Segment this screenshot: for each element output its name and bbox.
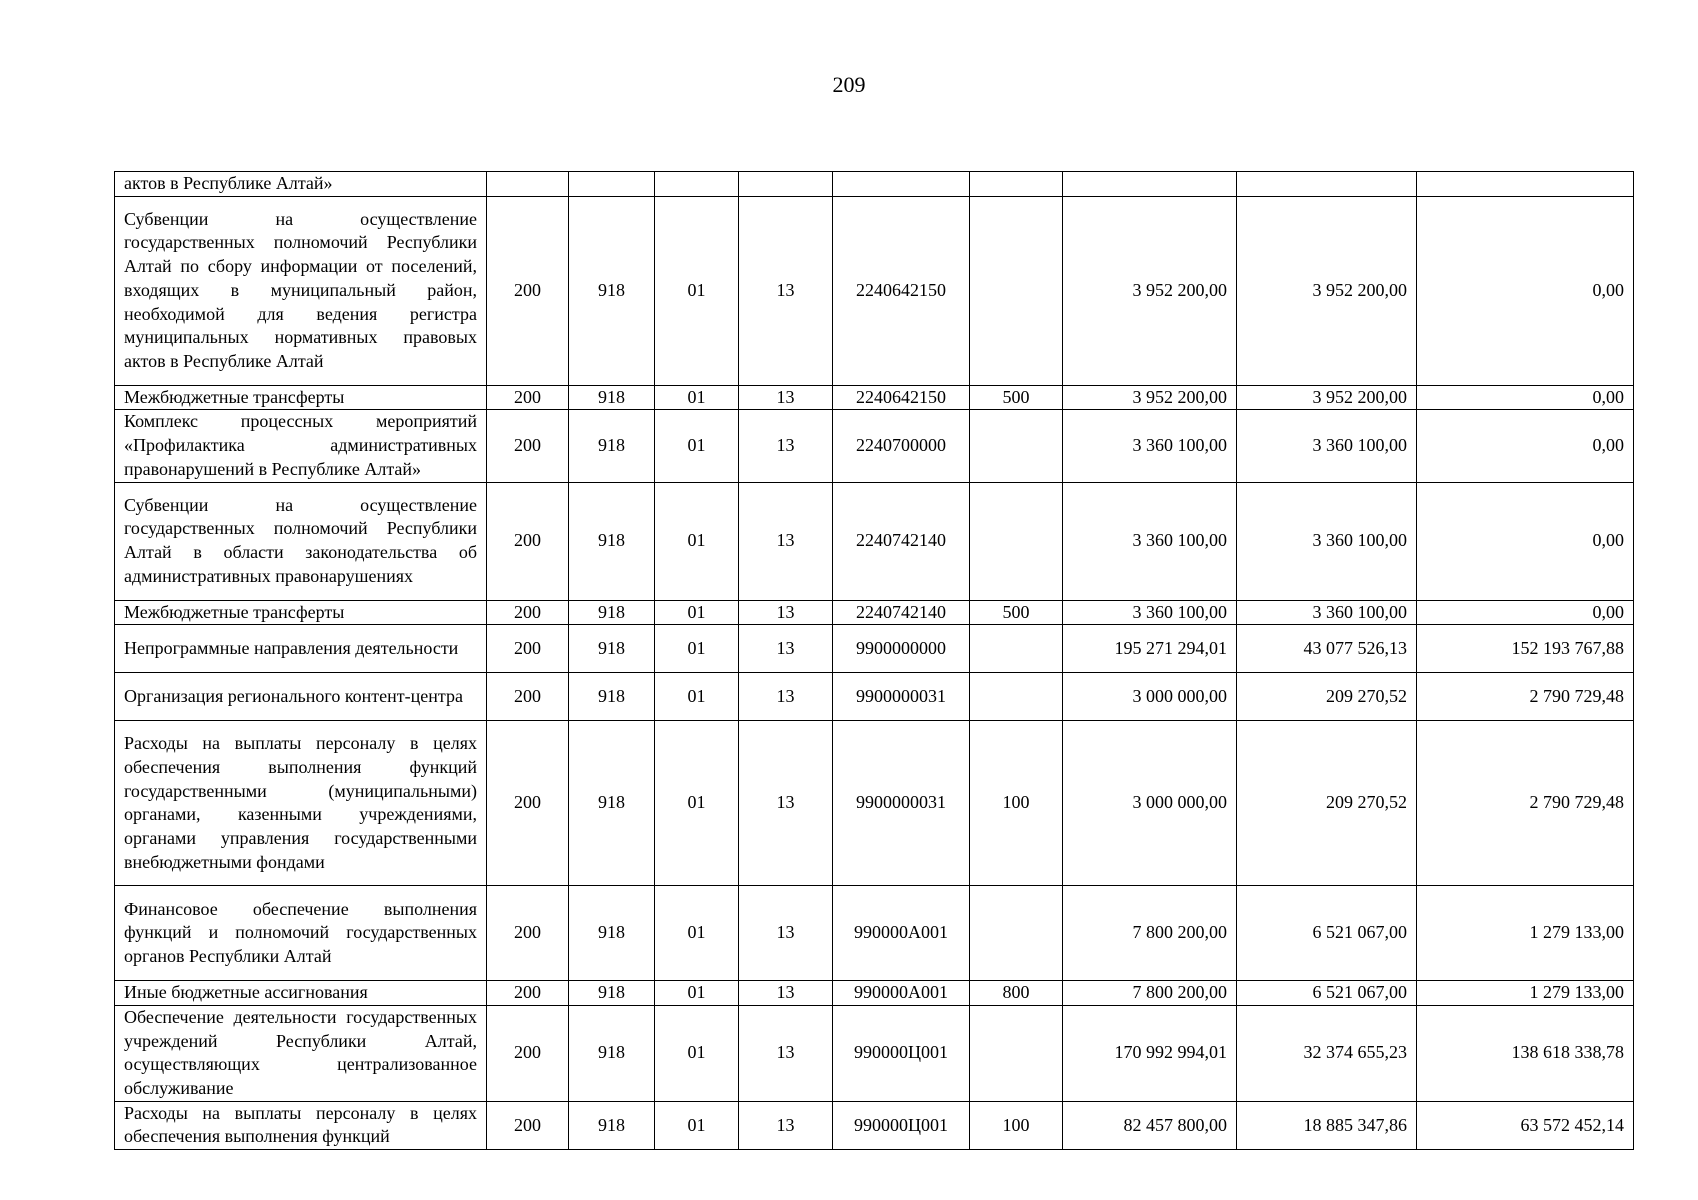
admin-code-cell: 200 [487, 410, 569, 482]
expense-type-cell [970, 172, 1063, 197]
ministry-code-cell: 918 [569, 600, 655, 625]
page-number: 209 [832, 72, 866, 97]
target-article-cell: 2240742140 [833, 482, 970, 600]
expense-type-cell [970, 1005, 1063, 1101]
amount-cell: 0,00 [1417, 482, 1634, 600]
amount-cell: 82 457 800,00 [1063, 1101, 1237, 1149]
amount-cell: 3 000 000,00 [1063, 673, 1237, 721]
section-cell: 01 [655, 482, 739, 600]
section-cell: 01 [655, 981, 739, 1006]
row-description: Иные бюджетные ассигнования [115, 981, 487, 1006]
ministry-code-cell: 918 [569, 196, 655, 385]
ministry-code-cell: 918 [569, 1005, 655, 1101]
expense-type-cell: 100 [970, 721, 1063, 886]
target-article-cell: 2240742140 [833, 600, 970, 625]
row-description: актов в Республике Алтай» [115, 172, 487, 197]
table-row [115, 482, 1634, 600]
expense-type-cell [970, 196, 1063, 385]
target-article-cell: 2240642150 [833, 196, 970, 385]
budget-table [114, 171, 1634, 1150]
amount-cell: 209 270,52 [1237, 673, 1417, 721]
amount-cell: 195 271 294,01 [1063, 625, 1237, 673]
row-description: Субвенции на осуществление государственных полномочий Республики Алтай в области законодательства об административных правонарушениях [115, 482, 487, 600]
admin-code-cell: 200 [487, 721, 569, 886]
expense-type-cell [970, 673, 1063, 721]
amount-cell: 3 952 200,00 [1063, 196, 1237, 385]
amount-cell: 3 360 100,00 [1063, 410, 1237, 482]
target-article-cell: 9900000031 [833, 721, 970, 886]
target-article-cell: 990000А001 [833, 886, 970, 981]
row-description: Обеспечение деятельности государственных учреждений Республики Алтай, осуществляющих централизованное обслуживание [115, 1005, 487, 1101]
section-cell: 01 [655, 886, 739, 981]
row-description: Расходы на выплаты персоналу в целях обеспечения выполнения функций государственными (муниципальными) органами, казенными учреждениями, органами управления государственными внебюджетными фондами [115, 721, 487, 886]
amount-cell: 3 360 100,00 [1237, 482, 1417, 600]
admin-code-cell: 200 [487, 1101, 569, 1149]
table-row [115, 1005, 1634, 1101]
amount-cell: 3 360 100,00 [1063, 600, 1237, 625]
amount-cell: 7 800 200,00 [1063, 886, 1237, 981]
target-article-cell [833, 172, 970, 197]
row-description: Межбюджетные трансферты [115, 385, 487, 410]
amount-cell [1417, 172, 1634, 197]
target-article-cell: 2240642150 [833, 385, 970, 410]
target-article-cell: 9900000031 [833, 673, 970, 721]
ministry-code-cell: 918 [569, 721, 655, 886]
ministry-code-cell: 918 [569, 886, 655, 981]
amount-cell: 6 521 067,00 [1237, 886, 1417, 981]
section-cell: 01 [655, 1005, 739, 1101]
amount-cell: 0,00 [1417, 385, 1634, 410]
amount-cell: 152 193 767,88 [1417, 625, 1634, 673]
amount-cell: 18 885 347,86 [1237, 1101, 1417, 1149]
amount-cell: 63 572 452,14 [1417, 1101, 1634, 1149]
amount-cell: 0,00 [1417, 196, 1634, 385]
table-row [115, 600, 1634, 625]
amount-cell: 3 952 200,00 [1063, 385, 1237, 410]
subsection-cell: 13 [739, 1005, 833, 1101]
amount-cell [1237, 172, 1417, 197]
amount-cell: 43 077 526,13 [1237, 625, 1417, 673]
section-cell: 01 [655, 1101, 739, 1149]
section-cell: 01 [655, 410, 739, 482]
amount-cell: 3 360 100,00 [1237, 410, 1417, 482]
admin-code-cell: 200 [487, 482, 569, 600]
ministry-code-cell: 918 [569, 673, 655, 721]
target-article-cell: 9900000000 [833, 625, 970, 673]
amount-cell: 3 360 100,00 [1237, 600, 1417, 625]
amount-cell: 2 790 729,48 [1417, 721, 1634, 886]
amount-cell: 2 790 729,48 [1417, 673, 1634, 721]
amount-cell: 3 000 000,00 [1063, 721, 1237, 886]
admin-code-cell: 200 [487, 673, 569, 721]
section-cell: 01 [655, 600, 739, 625]
amount-cell: 138 618 338,78 [1417, 1005, 1634, 1101]
amount-cell: 3 360 100,00 [1063, 482, 1237, 600]
section-cell: 01 [655, 721, 739, 886]
section-cell [655, 172, 739, 197]
section-cell: 01 [655, 385, 739, 410]
section-cell: 01 [655, 625, 739, 673]
expense-type-cell [970, 410, 1063, 482]
table-row [115, 196, 1634, 385]
subsection-cell: 13 [739, 482, 833, 600]
ministry-code-cell: 918 [569, 410, 655, 482]
expense-type-cell: 500 [970, 600, 1063, 625]
amount-cell: 209 270,52 [1237, 721, 1417, 886]
row-description: Субвенции на осуществление государственных полномочий Республики Алтай по сбору информации от поселений, входящих в муниципальный район, необходимой для ведения регистра муниципальных нормативных правовых актов в Республике Алтай [115, 196, 487, 385]
row-description: Расходы на выплаты персоналу в целях обеспечения выполнения функций [115, 1101, 487, 1149]
row-description: Комплекс процессных мероприятий «Профилактика административных правонарушений в Республике Алтай» [115, 410, 487, 482]
table-row [115, 385, 1634, 410]
amount-cell: 170 992 994,01 [1063, 1005, 1237, 1101]
table-row [115, 886, 1634, 981]
expense-type-cell: 800 [970, 981, 1063, 1006]
expense-type-cell [970, 886, 1063, 981]
amount-cell [1063, 172, 1237, 197]
subsection-cell [739, 172, 833, 197]
ministry-code-cell: 918 [569, 1101, 655, 1149]
table-row [115, 172, 1634, 197]
amount-cell: 7 800 200,00 [1063, 981, 1237, 1006]
expense-type-cell: 100 [970, 1101, 1063, 1149]
subsection-cell: 13 [739, 600, 833, 625]
admin-code-cell: 200 [487, 625, 569, 673]
subsection-cell: 13 [739, 1101, 833, 1149]
expense-type-cell [970, 625, 1063, 673]
table-row [115, 625, 1634, 673]
amount-cell: 32 374 655,23 [1237, 1005, 1417, 1101]
amount-cell: 3 952 200,00 [1237, 385, 1417, 410]
table-row [115, 1101, 1634, 1149]
target-article-cell: 2240700000 [833, 410, 970, 482]
amount-cell: 1 279 133,00 [1417, 886, 1634, 981]
subsection-cell: 13 [739, 673, 833, 721]
admin-code-cell: 200 [487, 1005, 569, 1101]
amount-cell: 6 521 067,00 [1237, 981, 1417, 1006]
subsection-cell: 13 [739, 625, 833, 673]
table-row [115, 673, 1634, 721]
amount-cell: 1 279 133,00 [1417, 981, 1634, 1006]
admin-code-cell: 200 [487, 981, 569, 1006]
row-description: Финансовое обеспечение выполнения функций и полномочий государственных органов Республики Алтай [115, 886, 487, 981]
table-row [115, 981, 1634, 1006]
subsection-cell: 13 [739, 385, 833, 410]
target-article-cell: 990000А001 [833, 981, 970, 1006]
row-description: Организация регионального контент-центра [115, 673, 487, 721]
subsection-cell: 13 [739, 721, 833, 886]
section-cell: 01 [655, 196, 739, 385]
ministry-code-cell: 918 [569, 482, 655, 600]
row-description: Межбюджетные трансферты [115, 600, 487, 625]
amount-cell: 0,00 [1417, 600, 1634, 625]
amount-cell: 0,00 [1417, 410, 1634, 482]
target-article-cell: 990000Ц001 [833, 1005, 970, 1101]
amount-cell: 3 952 200,00 [1237, 196, 1417, 385]
admin-code-cell: 200 [487, 886, 569, 981]
ministry-code-cell [569, 172, 655, 197]
expense-type-cell: 500 [970, 385, 1063, 410]
table-row [115, 721, 1634, 886]
subsection-cell: 13 [739, 886, 833, 981]
admin-code-cell [487, 172, 569, 197]
ministry-code-cell: 918 [569, 385, 655, 410]
ministry-code-cell: 918 [569, 981, 655, 1006]
expense-type-cell [970, 482, 1063, 600]
target-article-cell: 990000Ц001 [833, 1101, 970, 1149]
admin-code-cell: 200 [487, 600, 569, 625]
subsection-cell: 13 [739, 196, 833, 385]
section-cell: 01 [655, 673, 739, 721]
table-row [115, 410, 1634, 482]
row-description: Непрограммные направления деятельности [115, 625, 487, 673]
subsection-cell: 13 [739, 981, 833, 1006]
admin-code-cell: 200 [487, 385, 569, 410]
admin-code-cell: 200 [487, 196, 569, 385]
ministry-code-cell: 918 [569, 625, 655, 673]
subsection-cell: 13 [739, 410, 833, 482]
